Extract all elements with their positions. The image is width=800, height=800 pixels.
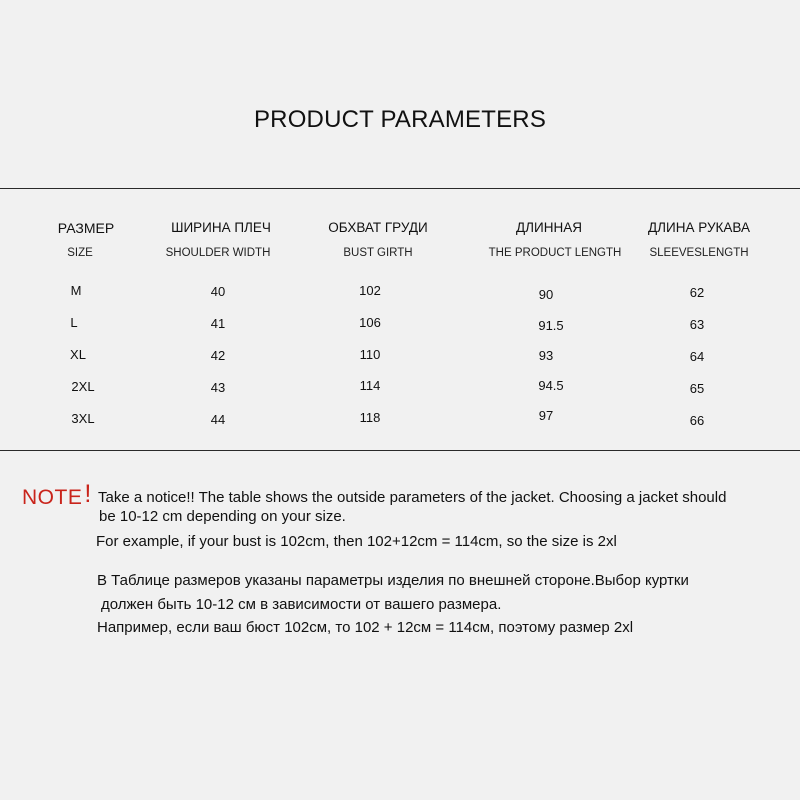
note-ru-example: Например, если ваш бюст 102см, то 102 + 12см = 114см, поэтому размер 2xl [97,619,634,636]
size-cell: M [70,283,82,298]
note-en-example: For example, if your bust is 102cm, then 102+12cm = 114cm, so the size is 2xl [96,533,617,550]
note-label [22,482,92,511]
sleeve-length-cell: 63 [689,317,705,332]
shoulder-width-header-en: SHOULDER WIDTH [165,247,271,259]
sleeve-length-cell: 62 [689,285,705,300]
shoulder-width-cell: 44 [210,412,226,427]
product-length-header-en: THE PRODUCT LENGTH [488,247,622,259]
note-ru-line-1: В Таблице размеров указаны параметры изделия по внешней стороне.Выбор куртки [97,572,689,589]
note-en-line-1: Take a notice!! The table shows the outside parameters of the jacket. Choosing a jacket should [98,489,727,506]
bust-girth-cell: 102 [359,283,381,298]
size-cell: 3XL [71,411,95,426]
note-label-text: NOTE [22,486,83,509]
product-length-cell: 94.5 [538,378,564,393]
product-length-cell: 93 [538,348,554,363]
product-length-cell: 90 [538,287,554,302]
product-length-cell: 97 [538,408,554,423]
top-divider [0,188,800,189]
product-length-cell: 91.5 [538,318,564,333]
size-cell: L [70,315,78,330]
size-header-ru: РАЗМЕР [57,220,115,236]
exclamation-mark: ! [84,480,92,508]
product-length-header-ru: ДЛИННАЯ [516,220,582,235]
sleeve-length-cell: 65 [689,381,705,396]
note-en-line-2: be 10-12 cm depending on your size. [99,508,346,525]
shoulder-width-cell: 41 [210,316,226,331]
shoulder-width-cell: 40 [210,284,226,299]
shoulder-width-header-ru: ШИРИНА ПЛЕЧ [171,220,271,235]
sleeve-length-cell: 66 [689,413,705,428]
page-title: PRODUCT PARAMETERS [253,106,547,133]
bust-girth-cell: 106 [359,315,381,330]
bottom-divider [0,450,800,451]
bust-girth-cell: 110 [359,347,381,362]
shoulder-width-cell: 42 [210,348,226,363]
bust-girth-header-ru: ОБХВАТ ГРУДИ [328,220,428,235]
note-ru-line-2: должен быть 10-12 см в зависимости от вашего размера. [101,596,502,613]
bust-girth-cell: 114 [359,378,381,393]
size-cell: 2XL [71,379,95,394]
bust-girth-header-en: BUST GIRTH [343,247,413,259]
size-header-en: SIZE [67,247,93,259]
size-cell: XL [70,347,86,362]
shoulder-width-cell: 43 [210,380,226,395]
sleeve-length-header-en: SLEEVESLENGTH [649,247,749,259]
bust-girth-cell: 118 [359,410,381,425]
sleeve-length-cell: 64 [689,349,705,364]
sleeve-length-header-ru: ДЛИНА РУКАВА [648,220,750,235]
